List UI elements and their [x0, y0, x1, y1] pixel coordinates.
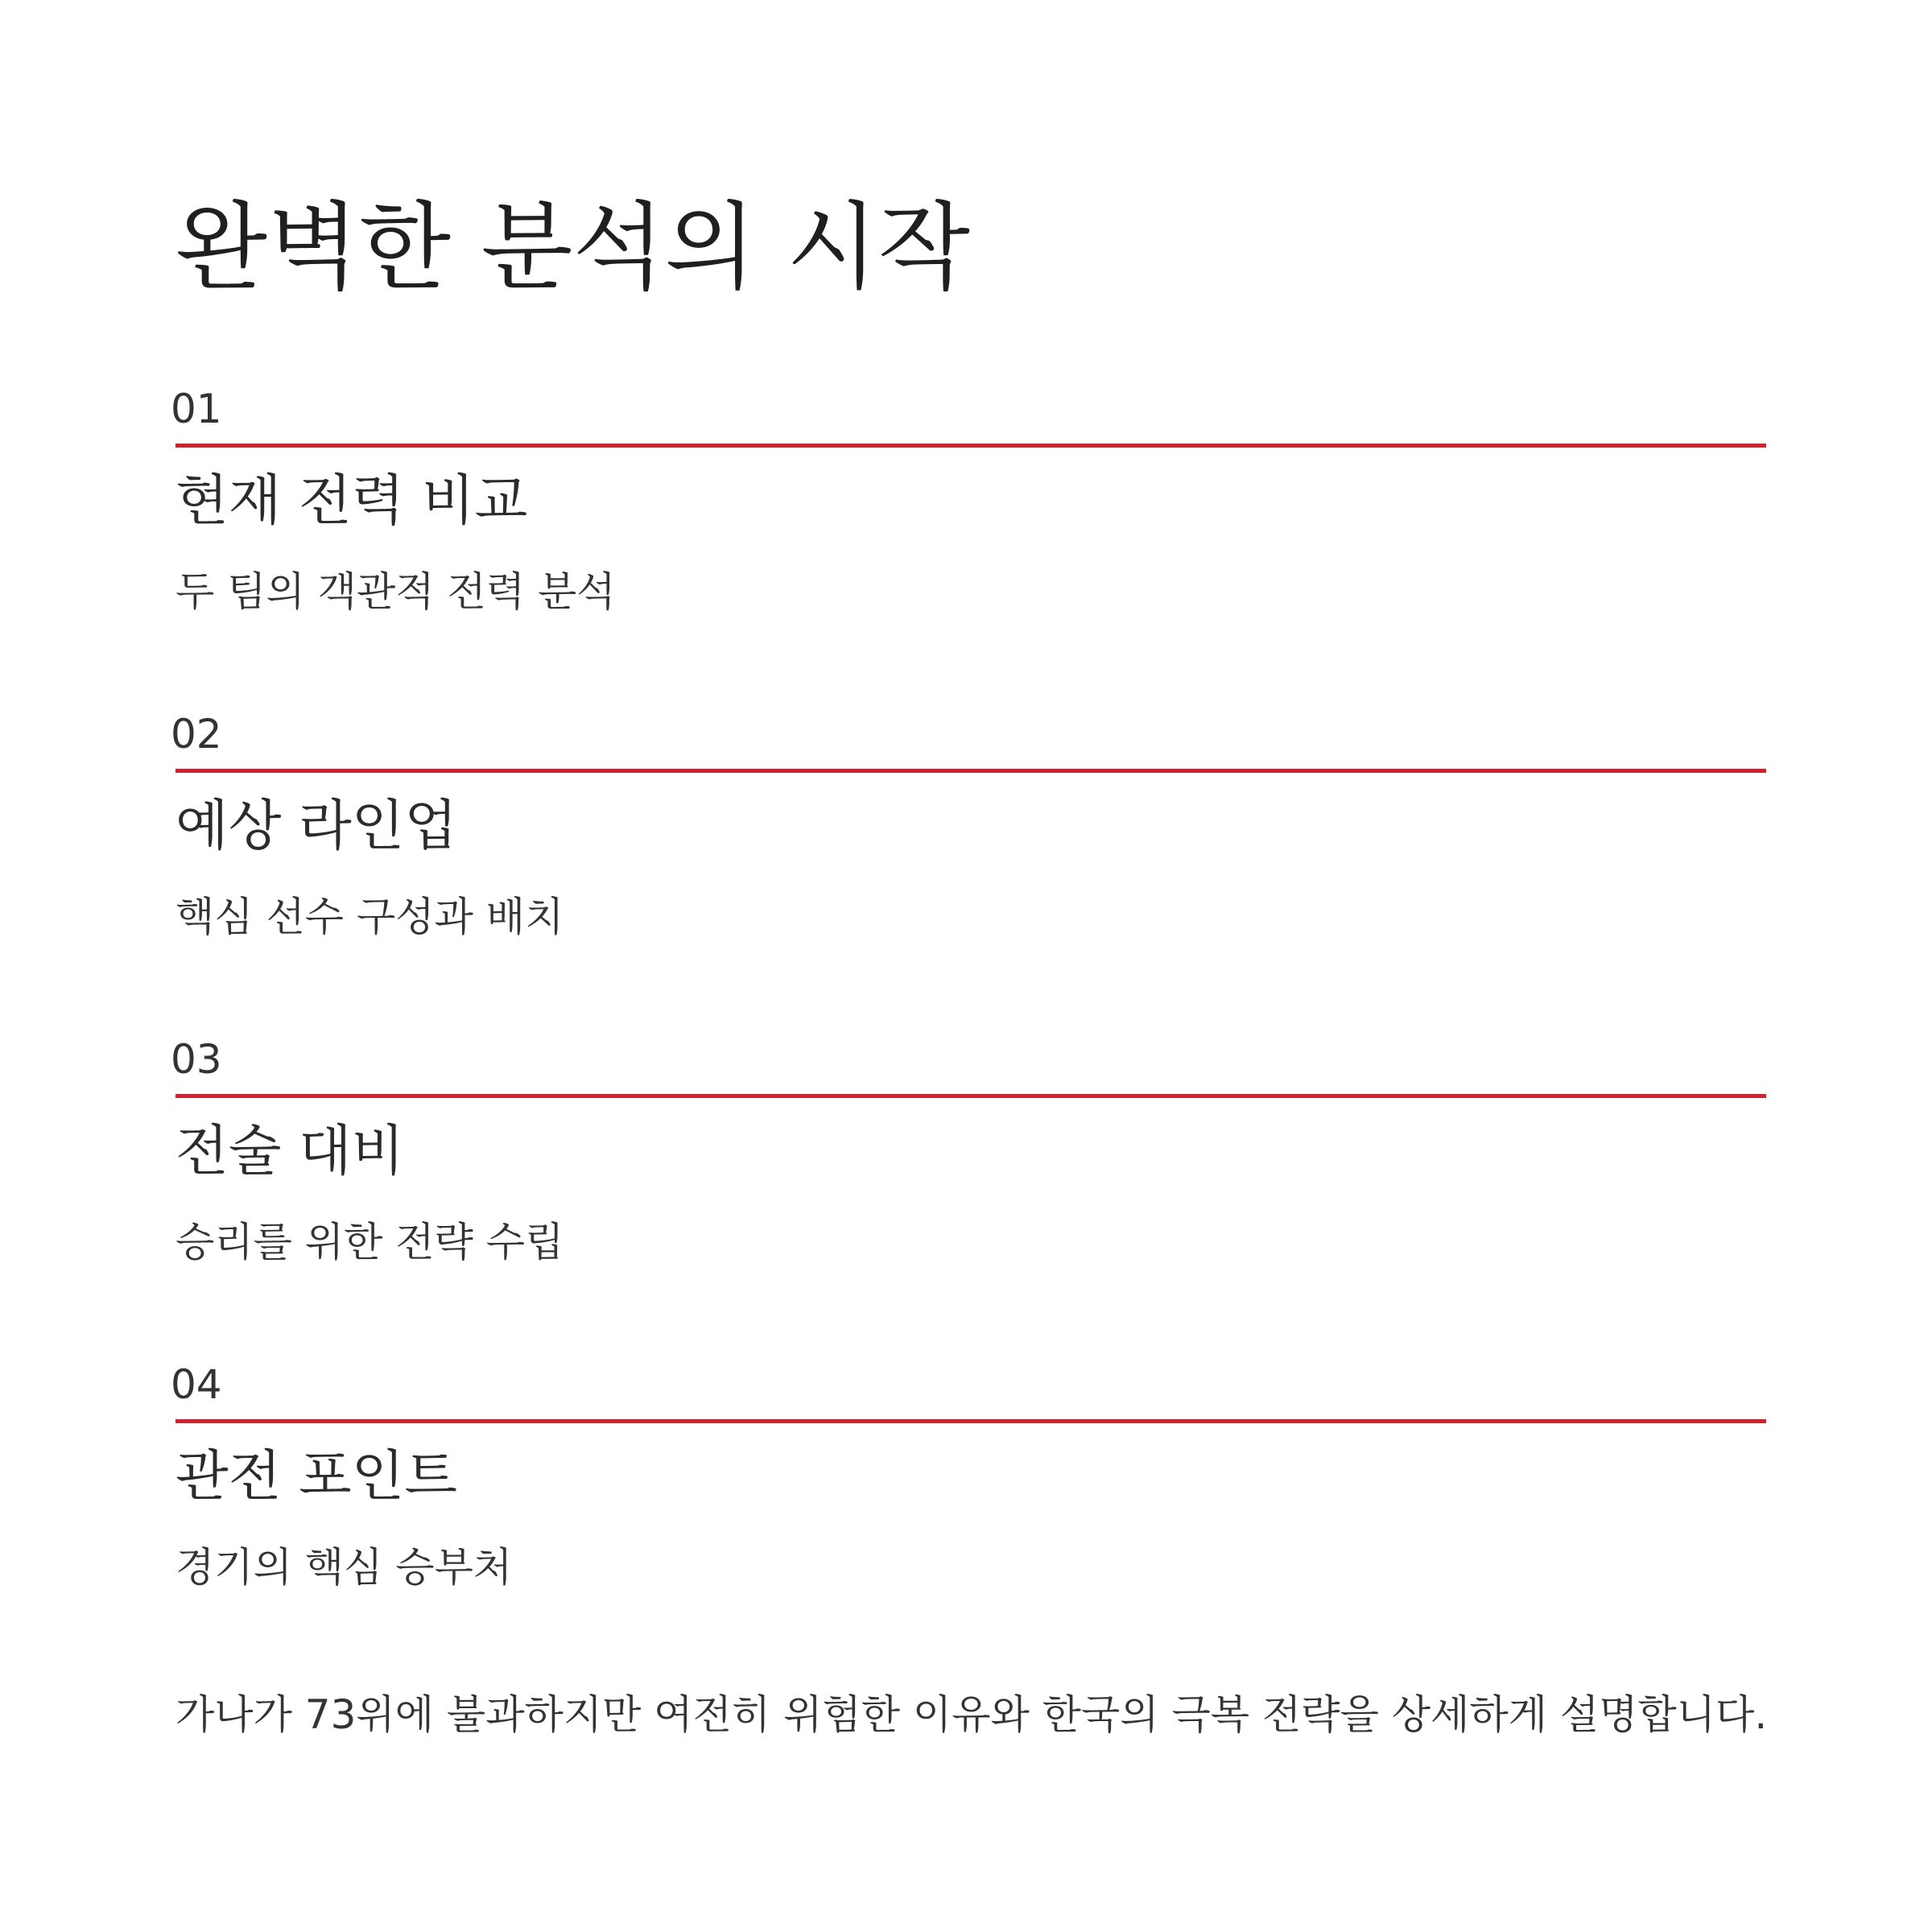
section-description: 경기의 핵심 승부처 — [175, 1544, 513, 1591]
section-divider — [175, 444, 1766, 448]
section-heading: 현재 전력 비교 — [175, 469, 528, 533]
section-number: 04 — [171, 1361, 222, 1408]
section-heading: 관전 포인트 — [175, 1445, 458, 1509]
section-number: 02 — [171, 711, 222, 758]
section-divider — [175, 1094, 1766, 1098]
section-description: 승리를 위한 전략 수립 — [175, 1219, 564, 1265]
section-description: 핵심 선수 구성과 배치 — [175, 894, 564, 940]
section-divider — [175, 1419, 1766, 1423]
summary-text: 가나가 73위에 불과하지만 여전히 위험한 이유와 한국의 극복 전략을 상세하게 설명합니다. — [175, 1691, 1768, 1738]
section-heading: 예상 라인업 — [175, 795, 458, 858]
section-divider — [175, 769, 1766, 773]
section-description: 두 팀의 객관적 전력 분석 — [175, 568, 616, 615]
section-number: 01 — [171, 386, 222, 432]
section-number: 03 — [171, 1036, 222, 1083]
page-title: 완벽한 분석의 시작 — [175, 192, 970, 303]
section-heading: 전술 대비 — [175, 1120, 405, 1183]
